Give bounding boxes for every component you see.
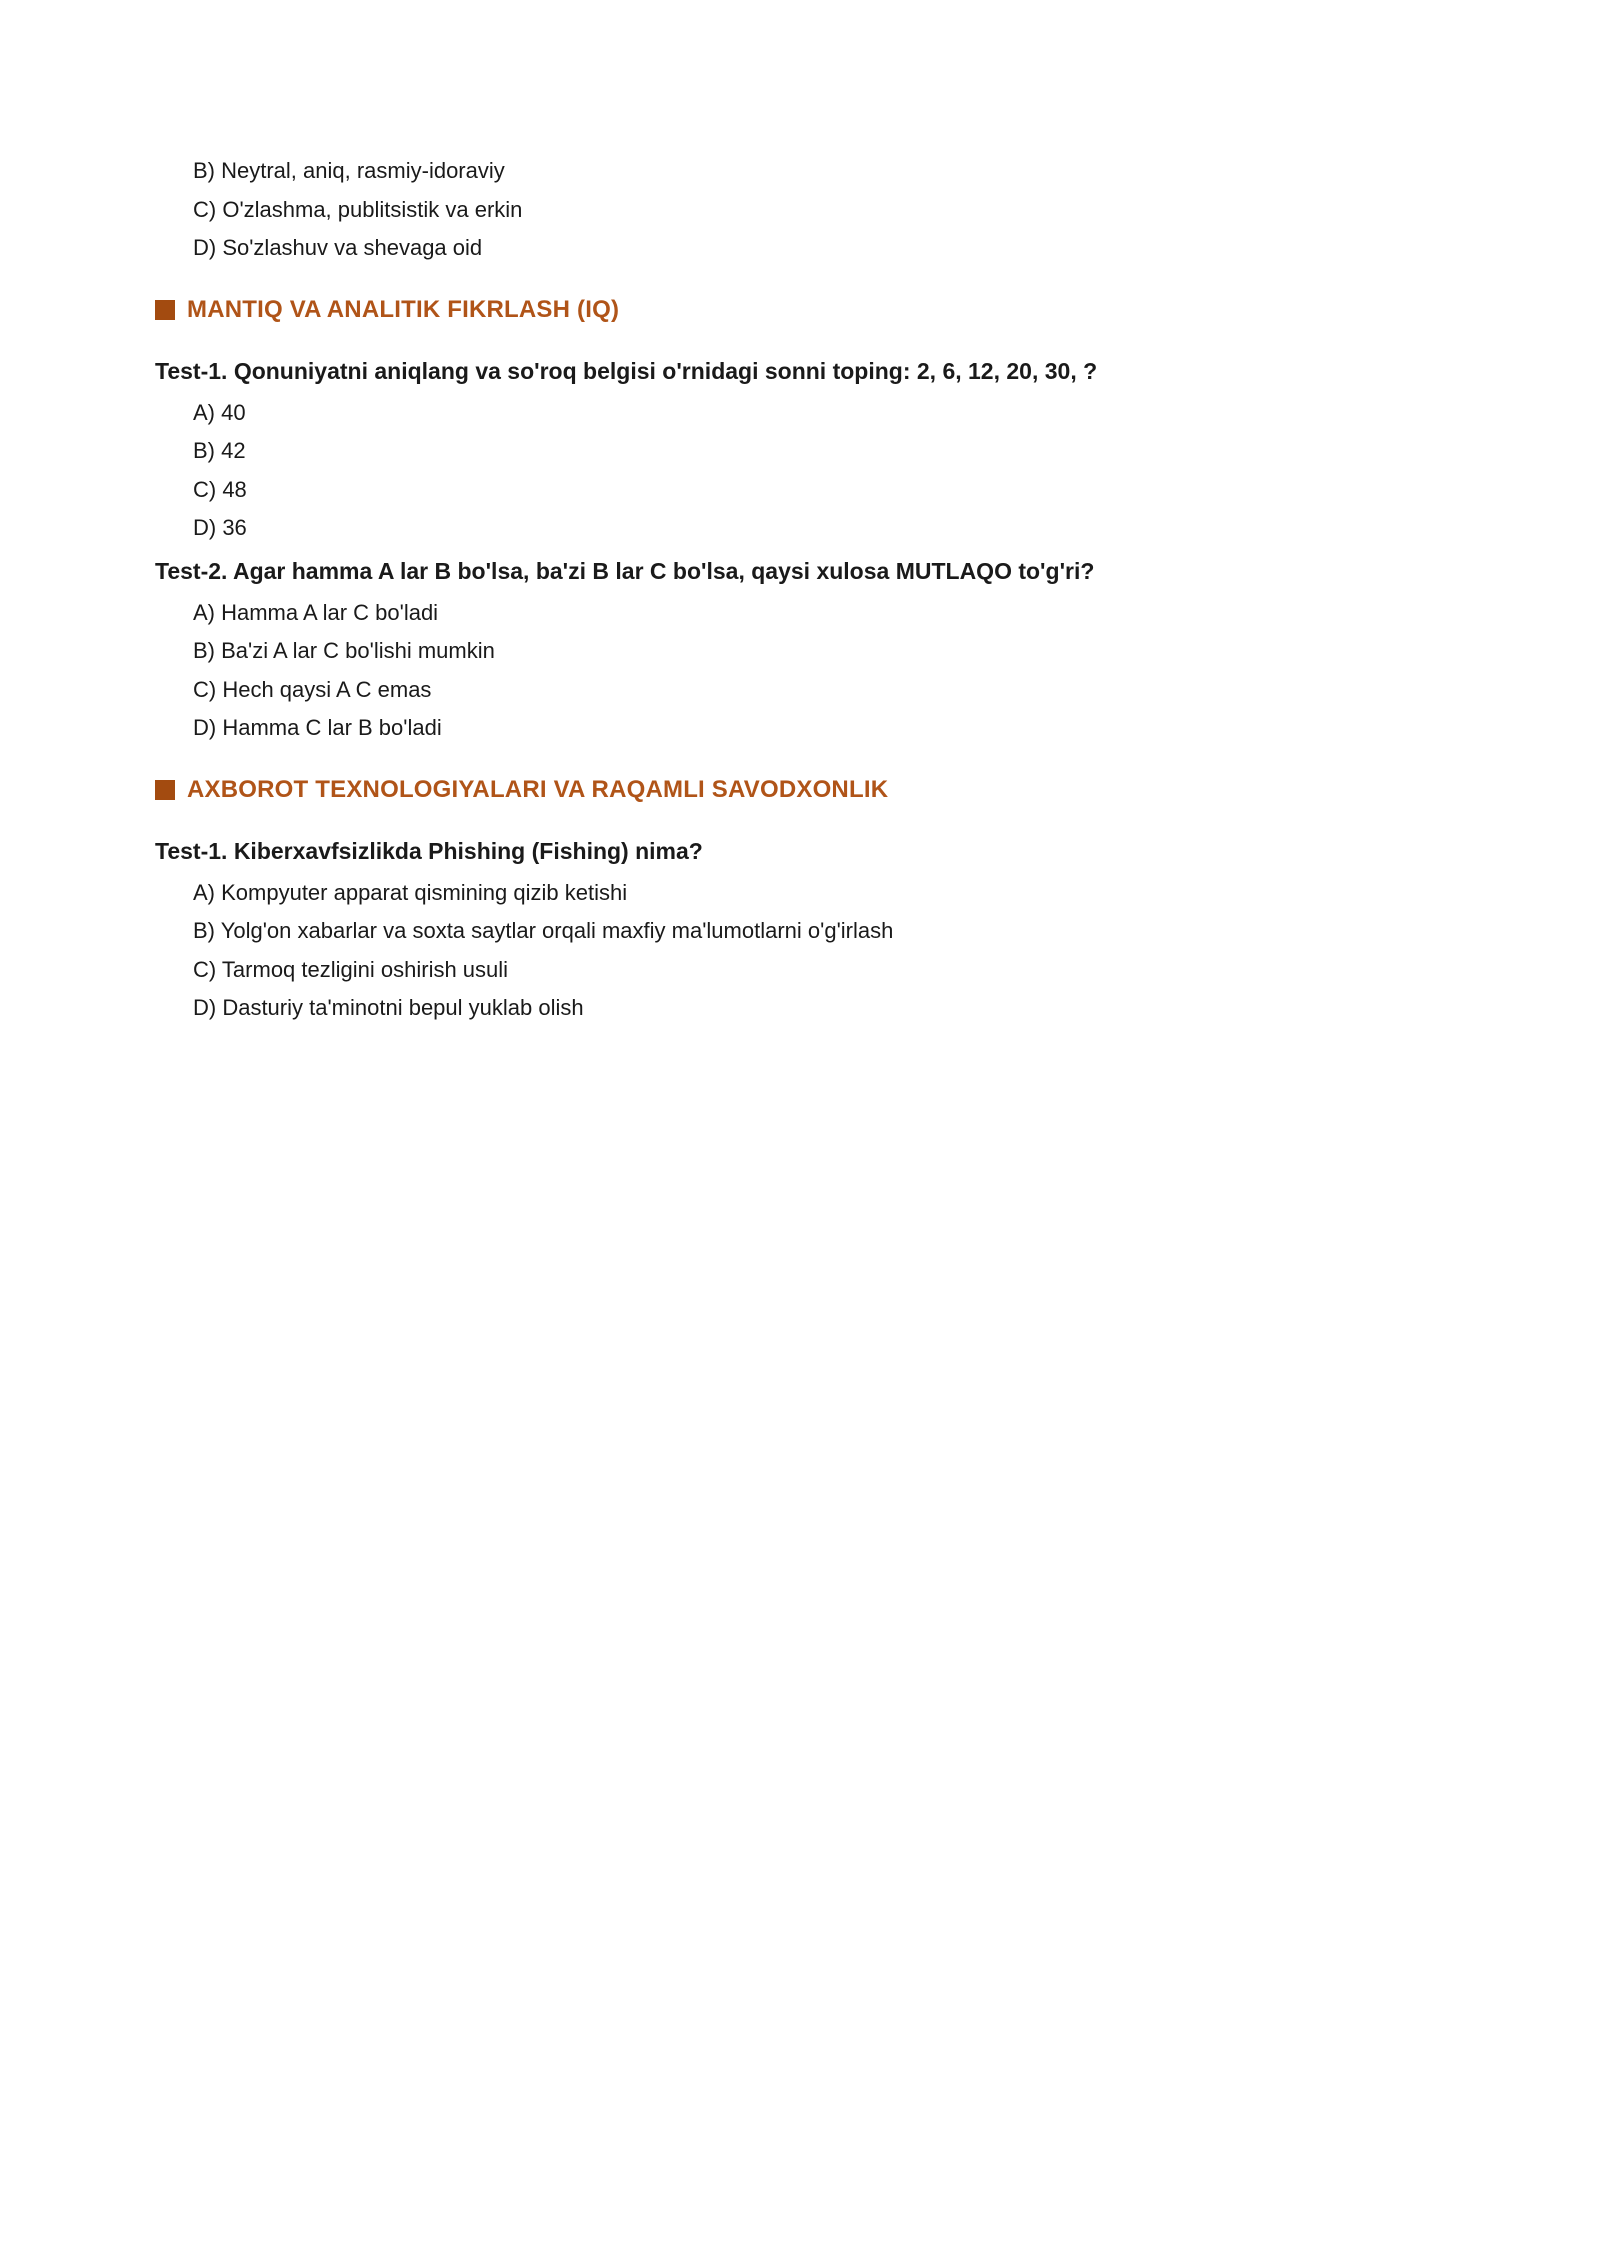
answer-option: A) Kompyuter apparat qismining qizib ketishi <box>193 879 628 905</box>
answer-option: B) 42 <box>193 438 246 463</box>
page-content <box>155 152 1445 1028</box>
answer-option: A) 40 <box>193 399 246 425</box>
answer-option: B) Ba'zi A lar C bo'lishi mumkin <box>193 638 495 663</box>
answer-option: D) So'zlashuv va shevaga oid <box>193 235 483 260</box>
leading-options <box>155 152 1445 268</box>
answer-option: C) O'zlashma, publitsistik va erkin <box>193 196 523 222</box>
question-block <box>155 554 1445 748</box>
answer-option: A) Hamma A lar C bo'ladi <box>193 599 439 625</box>
section-heading <box>155 770 1445 810</box>
section-marker-icon <box>155 780 175 800</box>
answer-option: B) Yolg'on xabarlar va soxta saytlar orqali maxfiy ma'lumotlarni o'g'irlash <box>193 918 894 943</box>
answer-option: C) Hech qaysi A C emas <box>193 676 432 702</box>
answer-option: D) Hamma C lar B bo'ladi <box>193 715 442 740</box>
section-title: MANTIQ VA ANALITIK FIKRLASH (IQ) <box>187 295 620 323</box>
section-title: AXBOROT TEXNOLOGIYALARI VA RAQAMLI SAVODXONLIK <box>187 775 889 803</box>
answer-option: D) 36 <box>193 515 247 540</box>
section-heading <box>155 290 1445 330</box>
answer-option: C) Tarmoq tezligini oshirish usuli <box>193 956 509 982</box>
question-text: Test-1. Kiberxavfsizlikda Phishing (Fishing) nima? <box>155 837 703 864</box>
answer-option: C) 48 <box>193 476 247 502</box>
question-text: Test-1. Qonuniyatni aniqlang va so'roq belgisi o'rnidagi sonni toping: 2, 6, 12, 20, 30, ? <box>155 357 1098 384</box>
answer-option: D) Dasturiy ta'minotni bepul yuklab olish <box>193 995 584 1020</box>
question-text: Test-2. Agar hamma A lar B bo'lsa, ba'zi B lar C bo'lsa, qaysi xulosa MUTLAQO to'g'ri? <box>155 557 1095 584</box>
answer-option: B) Neytral, aniq, rasmiy-idoraviy <box>193 158 505 183</box>
question-block <box>155 834 1445 1028</box>
question-block <box>155 354 1445 548</box>
section-marker-icon <box>155 300 175 320</box>
